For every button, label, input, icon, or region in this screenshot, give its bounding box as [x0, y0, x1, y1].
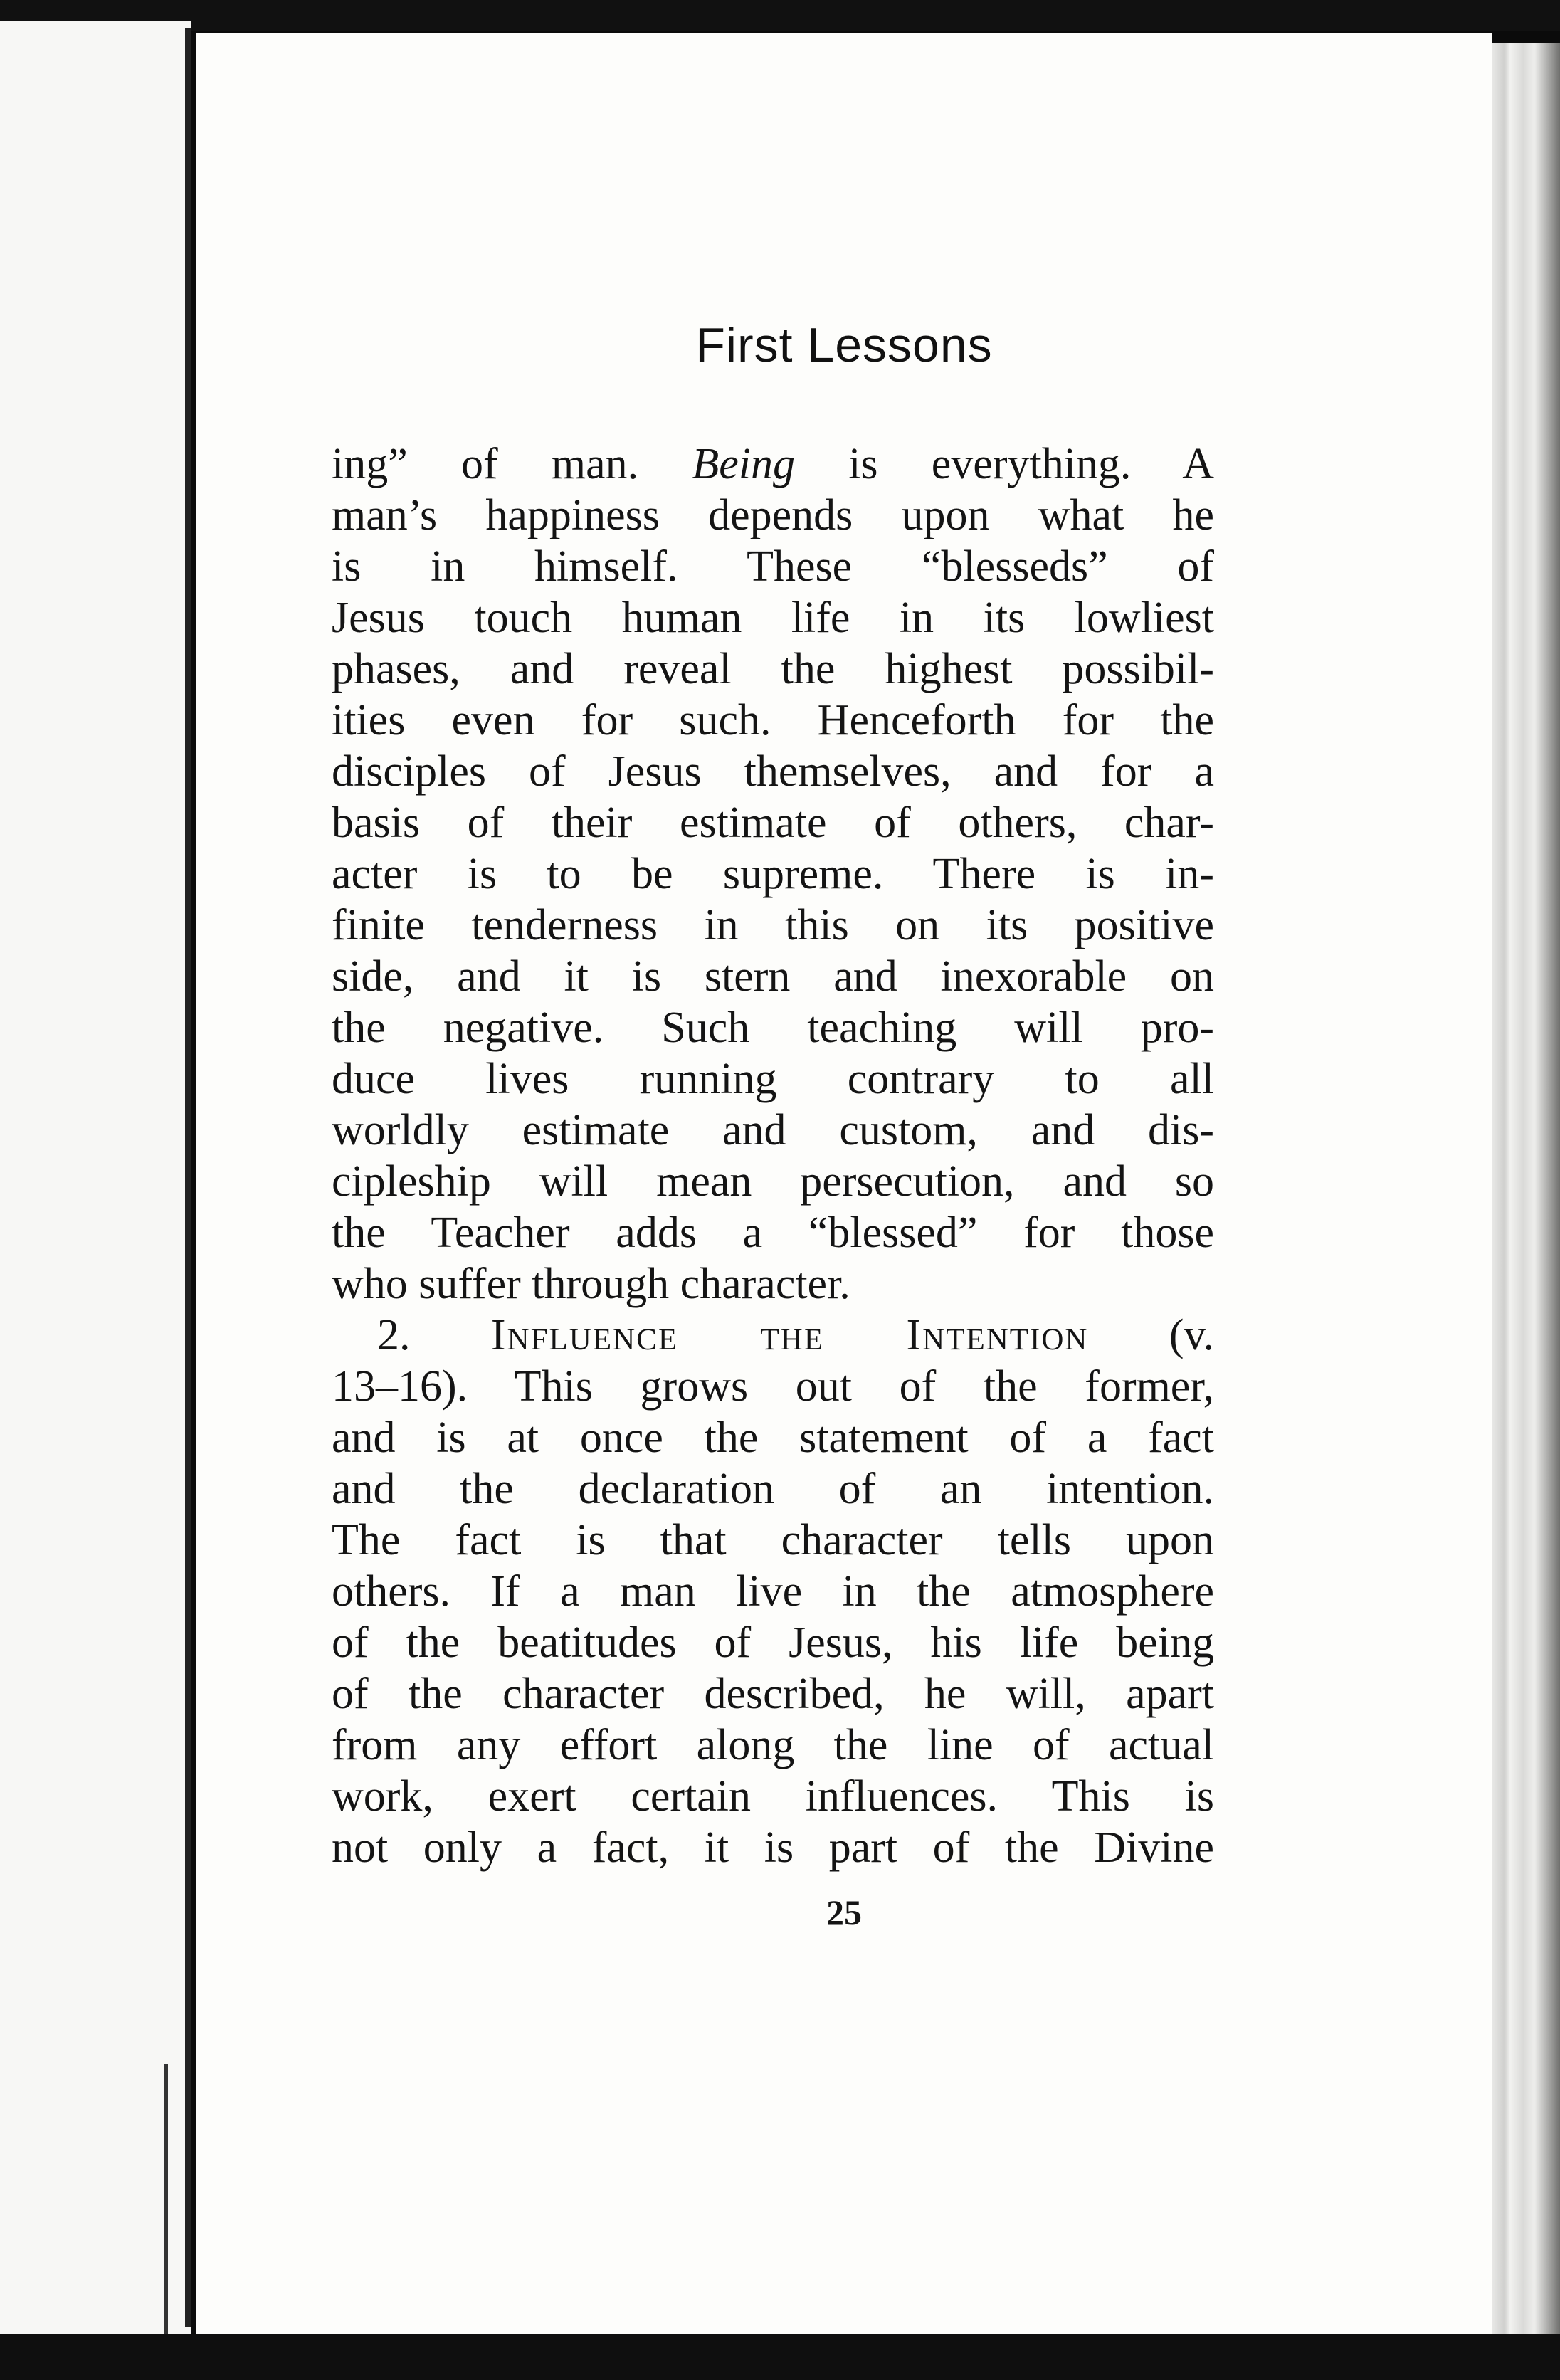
section-title: Influence the Intention	[490, 1311, 1089, 1359]
page-number: 25	[826, 1892, 862, 1932]
text-line: who suffer through character.	[332, 1260, 850, 1308]
text-line: man’s happiness depends upon what he	[332, 491, 1214, 539]
text-line: is in himself. These “blesseds” of	[332, 542, 1214, 591]
text-line: and the declaration of an intention.	[332, 1465, 1214, 1513]
text-line: finite tenderness in this on its positive	[332, 901, 1214, 949]
text-line: worldly estimate and custom, and dis-	[332, 1106, 1214, 1154]
text-line: duce lives running contrary to all	[332, 1055, 1214, 1103]
text-line: others. If a man live in the atmosphere	[332, 1567, 1214, 1616]
text-line: and is at once the statement of a fact	[332, 1413, 1214, 1462]
text-line: work, exert certain influences. This is	[332, 1772, 1214, 1821]
section-heading-line	[332, 1310, 1214, 1361]
text-line: cipleship will mean persecution, and so	[332, 1157, 1214, 1206]
body-text	[332, 438, 1214, 1873]
text-line: basis of their estimate of others, char-	[332, 799, 1214, 847]
text-line: side, and it is stern and inexorable on	[332, 952, 1214, 1001]
text-line: disciples of Jesus themselves, and for a	[332, 747, 1214, 796]
text-line: Jesus touch human life in its lowliest	[332, 594, 1214, 642]
text-line: ities even for such. Henceforth for the	[332, 696, 1214, 744]
italic-emphasis: Being	[692, 440, 795, 488]
text-run: ing” of man.	[332, 440, 692, 488]
text-line: of the character described, he will, apart	[332, 1670, 1214, 1718]
text-line: phases, and reveal the highest possibil-	[332, 645, 1214, 693]
text-line: from any effort along the line of actual	[332, 1721, 1214, 1769]
facing-page-fold	[164, 2064, 168, 2334]
text-line	[332, 438, 1214, 490]
scan-bottom-border	[0, 2334, 1560, 2380]
text-line: the negative. Such teaching will pro-	[332, 1004, 1214, 1052]
text-line: of the beatitudes of Jesus, his life being	[332, 1618, 1214, 1667]
scan-top-border	[0, 0, 1560, 31]
page-fore-edge	[1492, 43, 1560, 2342]
text-line: 13–16). This grows out of the former,	[332, 1362, 1214, 1411]
book-gutter	[185, 28, 191, 2327]
running-head: First Lessons	[695, 318, 993, 372]
section-number: 2.	[377, 1311, 491, 1359]
text-line: The fact is that character tells upon	[332, 1516, 1214, 1564]
text-run: is everything. A	[794, 440, 1215, 488]
text-line: not only a fact, it is part of the Divine	[332, 1823, 1214, 1872]
book-page	[196, 33, 1492, 2334]
verse-reference: (v.	[1088, 1311, 1215, 1359]
text-line: acter is to be supreme. There is in-	[332, 850, 1214, 898]
text-line: the Teacher adds a “blessed” for those	[332, 1209, 1214, 1257]
facing-page-edge	[0, 21, 191, 2334]
